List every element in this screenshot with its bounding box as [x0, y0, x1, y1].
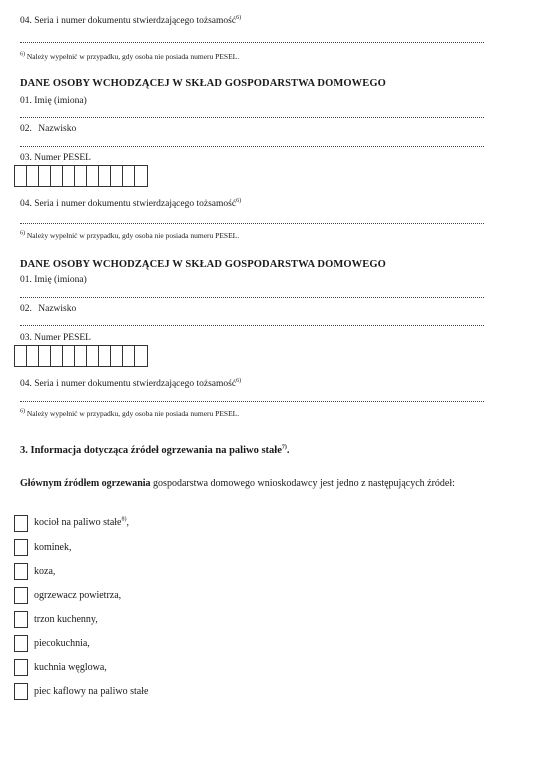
option-checkbox-koza[interactable] [14, 563, 28, 580]
pesel-digit-box[interactable] [75, 346, 87, 366]
option-checkbox-kominek[interactable] [14, 539, 28, 556]
person2-name-label: 01. Imię (imiona) [20, 275, 87, 285]
pesel-digit-box[interactable] [51, 346, 63, 366]
pesel-digit-box[interactable] [135, 346, 147, 366]
option-kociol-tail: , [126, 517, 129, 528]
option-checkbox-ogrzewacz[interactable] [14, 587, 28, 604]
person2-note-text: Należy wypełnić w przypadku, gdy osoba nie posiada numeru PESEL. [26, 409, 240, 418]
person2-pesel-boxes[interactable] [14, 345, 148, 367]
pesel-digit-box[interactable] [27, 346, 39, 366]
person2-name-field[interactable] [20, 297, 484, 298]
pesel-digit-box[interactable] [27, 166, 39, 186]
person2-note-sup: 6) [20, 408, 25, 415]
person1-surname-label: 02. Nazwisko [20, 124, 77, 134]
section3-intro [20, 476, 490, 492]
pesel-digit-box[interactable] [63, 346, 75, 366]
top-doc-label-text: 04. Seria i numer dokumentu stwierdzającego tożsamość [20, 16, 237, 26]
option-checkbox-piecokuchnia[interactable] [14, 635, 28, 652]
person1-heading: DANE OSOBY WCHODZĄCEJ W SKŁAD GOSPODARSTWA DOMOWEGO [20, 78, 386, 89]
top-note-sup: 6) [20, 51, 25, 58]
person2-surname-label: 02. Nazwisko [20, 304, 77, 314]
person2-doc-label [20, 379, 241, 389]
pesel-digit-box[interactable] [111, 346, 123, 366]
top-doc-label [20, 16, 241, 26]
option-checkbox-kuchnia[interactable] [14, 659, 28, 676]
person1-pesel-label: 03. Numer PESEL [20, 153, 91, 163]
person2-footnote [20, 409, 239, 418]
person1-doc-label [20, 199, 241, 209]
person1-doc-label-text: 04. Seria i numer dokumentu stwierdzającego tożsamość [20, 199, 237, 209]
option-checkbox-kociol[interactable] [14, 515, 28, 532]
option-label-kociol [34, 517, 129, 528]
person2-doc-field[interactable] [20, 401, 484, 402]
person1-note-sup: 6) [20, 230, 25, 237]
person1-doc-sup: 6) [236, 197, 242, 204]
option-label-koza: koza, [34, 566, 56, 577]
person1-name-label: 01. Imię (imiona) [20, 96, 87, 106]
top-doc-sup: 6) [236, 14, 242, 21]
person1-footnote [20, 231, 239, 240]
person2-doc-label-text: 04. Seria i numer dokumentu stwierdzającego tożsamość [20, 379, 237, 389]
pesel-digit-box[interactable] [51, 166, 63, 186]
person2-surname-field[interactable] [20, 325, 484, 326]
person2-heading: DANE OSOBY WCHODZĄCEJ W SKŁAD GOSPODARSTWA DOMOWEGO [20, 259, 386, 270]
option-checkbox-piec-kaflowy[interactable] [14, 683, 28, 700]
section3-title-sup: 7) [281, 444, 287, 451]
pesel-digit-box[interactable] [87, 346, 99, 366]
pesel-digit-box[interactable] [39, 166, 51, 186]
pesel-digit-box[interactable] [87, 166, 99, 186]
pesel-digit-box[interactable] [135, 166, 147, 186]
top-footnote [20, 52, 239, 61]
pesel-digit-box[interactable] [15, 346, 27, 366]
option-label-kuchnia: kuchnia węglowa, [34, 662, 107, 673]
option-kociol-sup: 8) [121, 516, 127, 523]
person1-surname-field[interactable] [20, 146, 484, 147]
option-label-trzon: trzon kuchenny, [34, 614, 98, 625]
pesel-digit-box[interactable] [99, 166, 111, 186]
section3-title-text: 3. Informacja dotycząca źródeł ogrzewania na paliwo stałe [20, 445, 282, 456]
pesel-digit-box[interactable] [123, 166, 135, 186]
option-kociol-text: kocioł na paliwo stałe [34, 517, 122, 528]
pesel-digit-box[interactable] [123, 346, 135, 366]
option-label-ogrzewacz: ogrzewacz powietrza, [34, 590, 122, 601]
section3-title [20, 445, 290, 456]
top-doc-field[interactable] [20, 42, 484, 43]
option-label-piecokuchnia: piecokuchnia, [34, 638, 90, 649]
person1-name-field[interactable] [20, 117, 484, 118]
pesel-digit-box[interactable] [75, 166, 87, 186]
option-label-piec-kaflowy: piec kaflowy na paliwo stałe [34, 686, 149, 697]
section3-title-end: . [286, 445, 290, 456]
pesel-digit-box[interactable] [63, 166, 75, 186]
section3-intro-rest: gospodarstwa domowego wnioskodawcy jest jedno z następujących źródeł: [150, 478, 455, 489]
option-label-kominek: kominek, [34, 542, 72, 553]
person2-doc-sup: 6) [236, 377, 242, 384]
pesel-digit-box[interactable] [99, 346, 111, 366]
top-note-text: Należy wypełnić w przypadku, gdy osoba nie posiada numeru PESEL. [26, 52, 240, 61]
person1-pesel-boxes[interactable] [14, 165, 148, 187]
pesel-digit-box[interactable] [111, 166, 123, 186]
pesel-digit-box[interactable] [15, 166, 27, 186]
section3-intro-bold: Głównym źródłem ogrzewania [20, 478, 151, 489]
option-checkbox-trzon[interactable] [14, 611, 28, 628]
pesel-digit-box[interactable] [39, 346, 51, 366]
person2-pesel-label: 03. Numer PESEL [20, 333, 91, 343]
person1-doc-field[interactable] [20, 223, 484, 224]
person1-note-text: Należy wypełnić w przypadku, gdy osoba nie posiada numeru PESEL. [26, 231, 240, 240]
